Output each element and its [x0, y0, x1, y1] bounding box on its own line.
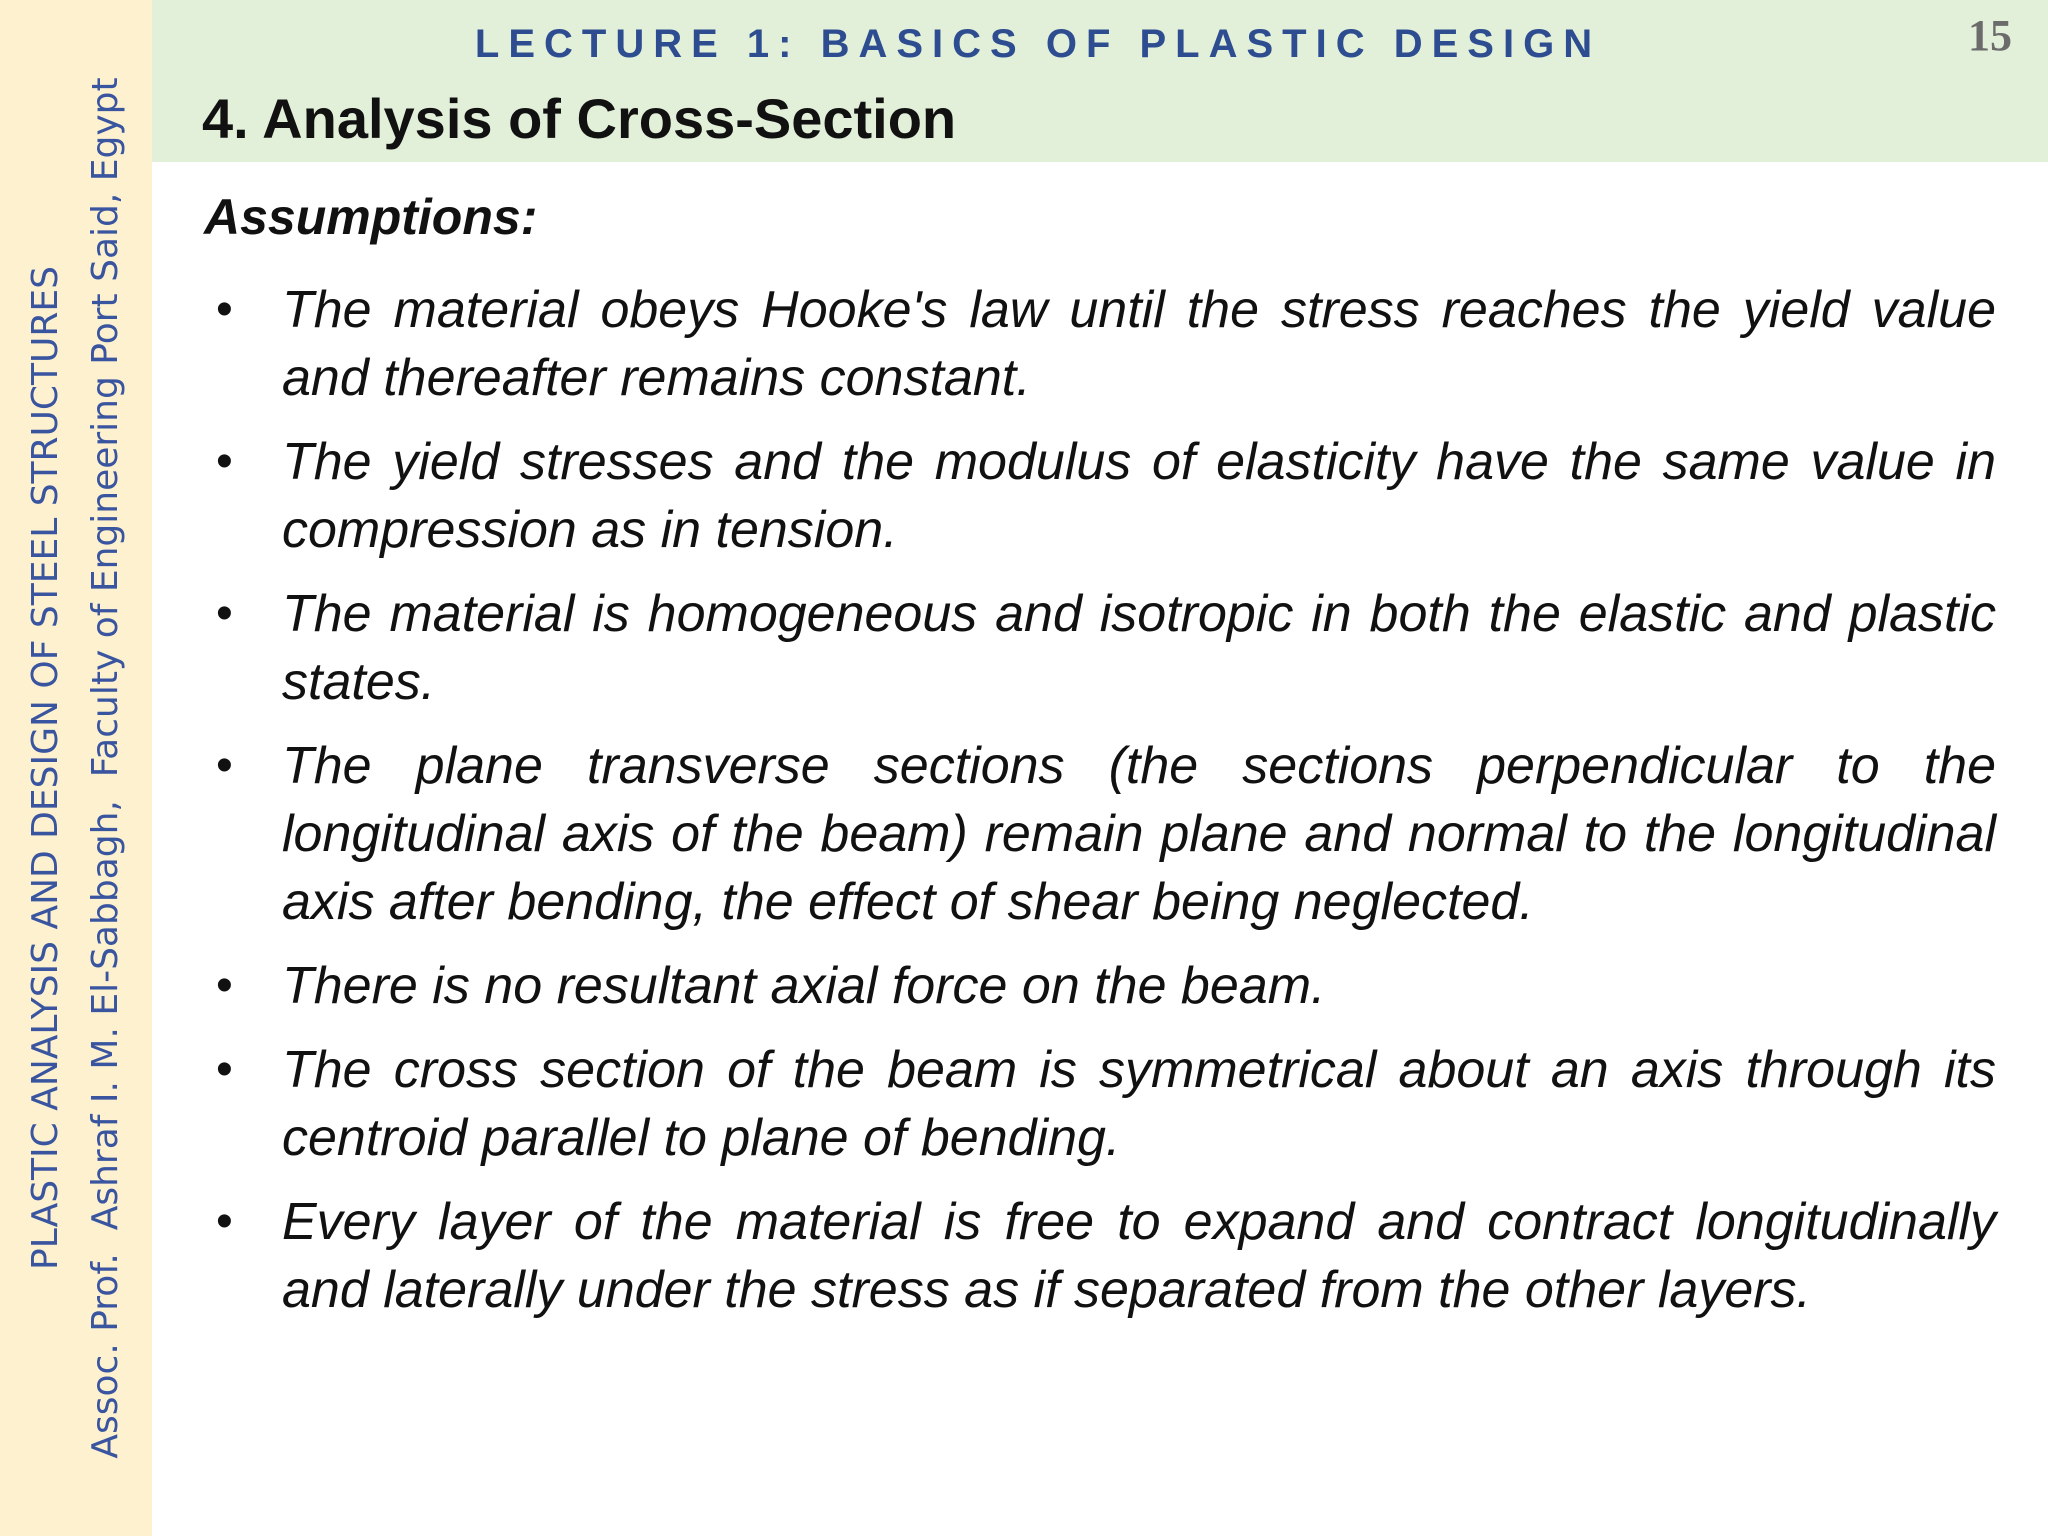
section-title: 4. Analysis of Cross-Section — [202, 87, 957, 150]
list-item-text: The yield stresses and the modulus of elasticity have the same value in compression as in tension. — [282, 433, 1996, 559]
bullet-icon: • — [216, 1195, 233, 1248]
slide-header — [152, 0, 2048, 162]
list-item — [204, 952, 1996, 1020]
bullet-icon: • — [216, 283, 233, 336]
sidebar-credits — [16, 28, 136, 1508]
bullet-icon: • — [216, 959, 233, 1012]
list-item — [204, 732, 1996, 936]
course-title: PLASTIC ANALYSIS AND DESIGN OF STEEL STRUCTURES — [25, 266, 66, 1271]
lecture-title: LECTURE 1: BASICS OF PLASTIC DESIGN — [474, 22, 1602, 66]
list-item-text: The material is homogeneous and isotropic in both the elastic and plastic states. — [282, 585, 1996, 711]
bullet-icon: • — [216, 587, 233, 640]
author-affiliation: Assoc. Prof. Ashraf I. M. El-Sabbagh, Faculty of Engineering Port Said, Egypt — [85, 77, 126, 1459]
list-item-text: The plane transverse sections (the sections perpendicular to the longitudinal axis of the beam) remain plane and normal to the longitudinal axis after bending, the effect of shear being neglected. — [282, 737, 1996, 931]
bullet-icon: • — [216, 739, 233, 792]
list-item — [204, 428, 1996, 564]
list-item — [204, 580, 1996, 716]
sidebar — [0, 0, 152, 1536]
list-item-text: The material obeys Hooke's law until the stress reaches the yield value and thereafter remains constant. — [282, 281, 1996, 407]
assumptions-list — [204, 276, 1996, 1340]
assumptions-heading: Assumptions: — [204, 189, 538, 245]
bullet-icon: • — [216, 1043, 233, 1096]
page-number: 15 — [1968, 11, 2012, 60]
list-item — [204, 1188, 1996, 1324]
bullet-icon: • — [216, 435, 233, 488]
list-item — [204, 1036, 1996, 1172]
list-item-text: Every layer of the material is free to expand and contract longitudinally and laterally under the stress as if separated from the other layers. — [282, 1193, 1996, 1319]
list-item — [204, 276, 1996, 412]
list-item-text: There is no resultant axial force on the beam. — [282, 957, 1326, 1015]
list-item-text: The cross section of the beam is symmetrical about an axis through its centroid parallel to plane of bending. — [282, 1041, 1996, 1167]
